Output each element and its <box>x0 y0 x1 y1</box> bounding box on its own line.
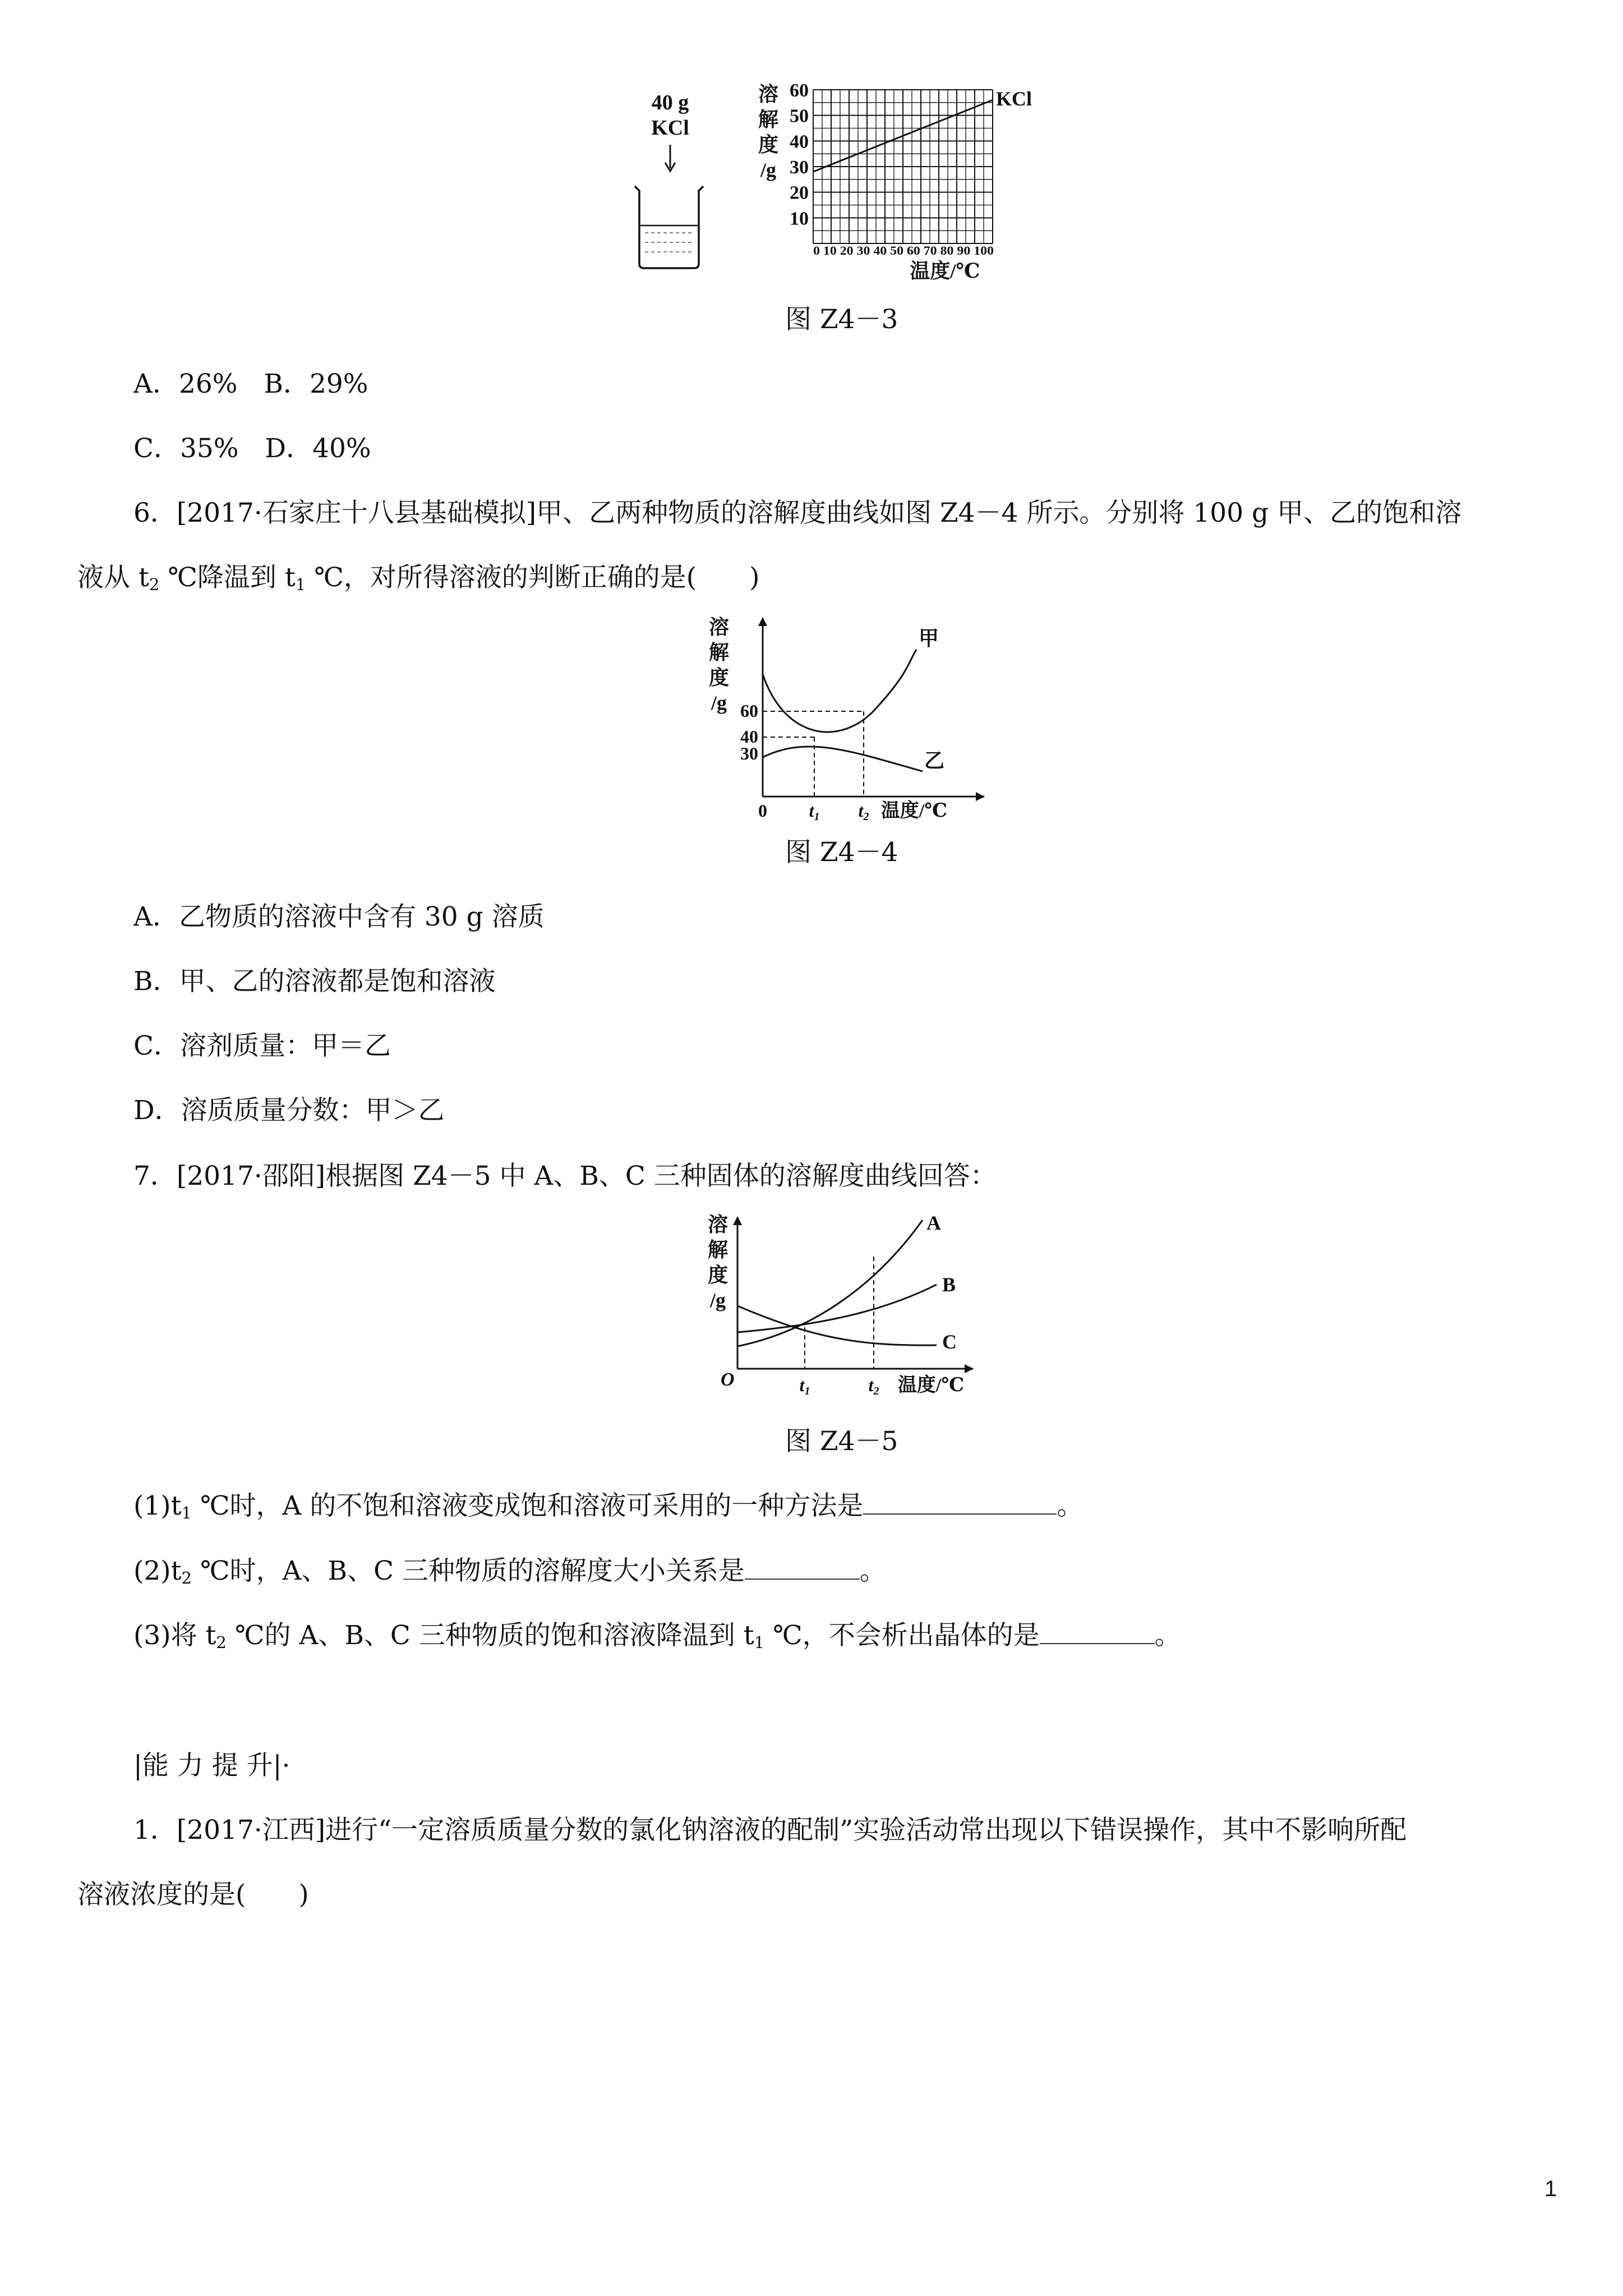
fig4-xlabel: 温度/℃ <box>880 800 948 821</box>
q7-part-3 <box>133 1619 1181 1655</box>
beaker-substance-label: KCl <box>651 116 689 140</box>
q6-stem-line-1: 6．[2017·石家庄十八县基础模拟]甲、乙两种物质的溶解度曲线如图 Z4－4 所示。分别将 100 g 甲、乙的饱和溶 <box>133 498 1462 528</box>
page-number: 1 <box>1544 2177 1557 2201</box>
q7-p3-answer-blank[interactable] <box>1040 1621 1155 1644</box>
fig3-ytick: 40 <box>790 131 809 153</box>
fig4-ytick-30: 30 <box>740 743 758 763</box>
fig5-ylabel-3: 度 <box>707 1264 728 1286</box>
figure-z4-5 <box>695 1200 998 1414</box>
q7-p1-text-b: ℃时，A 的不饱和溶液变成饱和溶液可采用的一种方法是 <box>192 1490 864 1521</box>
fig3-ylabel-3: 度 <box>758 134 779 156</box>
q5-options-line-2: C．35% D．40% <box>133 433 371 464</box>
curve-a <box>737 1220 923 1346</box>
q6-sub-2: 2 <box>149 575 160 595</box>
q7-p2-text-a: (2)t <box>133 1556 182 1586</box>
fig5-ylabel-4: /g <box>709 1289 726 1312</box>
q6-option-c: C．溶剂质量：甲＝乙 <box>133 1030 391 1061</box>
fig4-ylabel-1: 溶 <box>708 616 730 638</box>
fig4-ylabel-3: 度 <box>708 666 730 689</box>
fig4-series-jia: 甲 <box>919 627 939 650</box>
figure-z4-3-caption: 图 Z4－3 <box>785 304 898 335</box>
q7-p2-sub: 2 <box>181 1568 192 1588</box>
q6-text-a: 液从 t <box>77 562 149 593</box>
fig3-yticks <box>790 80 809 229</box>
fig3-ytick: 20 <box>790 182 809 204</box>
figure-z4-4 <box>701 611 993 823</box>
fig5-xlabel: 温度/℃ <box>897 1375 965 1396</box>
fig4-ylabel-2: 解 <box>708 641 730 664</box>
fig5-ylabel-1: 溶 <box>707 1213 728 1236</box>
fig3-ylabel-4: /g <box>760 159 777 181</box>
q7-p3-sub: 2 <box>216 1633 227 1653</box>
fig3-ylabel-2: 解 <box>758 108 779 131</box>
q7-part-2 <box>133 1554 886 1591</box>
q7-p2-text-c: 。 <box>859 1556 886 1586</box>
q7-p1-text-c: 。 <box>1057 1490 1083 1521</box>
q5-options-line-1: A．26% B．29% <box>133 369 368 399</box>
down-arrow-icon <box>665 145 675 171</box>
fig5-origin: O <box>721 1369 735 1390</box>
fig3-ylabel-1: 溶 <box>758 83 779 105</box>
fig4-ytick-60: 60 <box>740 701 758 721</box>
figure-z4-3 <box>628 79 1032 292</box>
section-title: |能 力 提 升|· <box>133 1750 291 1781</box>
q7-p3-text-a: (3)将 t <box>133 1620 216 1651</box>
beaker-mass-label: 40 g <box>651 91 689 114</box>
q7-p1-text-a: (1)t <box>133 1490 182 1521</box>
q7-p2-answer-blank[interactable] <box>745 1556 860 1580</box>
fig4-ytick-40: 40 <box>740 726 758 747</box>
fig3-ytick: 50 <box>790 105 809 127</box>
curve-c <box>737 1306 937 1345</box>
beaker-icon <box>635 186 703 268</box>
fig4-ylabel-4: /g <box>711 692 727 714</box>
fig5-ylabel-2: 解 <box>707 1239 728 1261</box>
q7-stem: 7．[2017·邵阳]根据图 Z4－5 中 A、B、C 三种固体的溶解度曲线回答： <box>133 1161 997 1191</box>
fig3-ytick: 10 <box>790 208 809 229</box>
q7-p1-sub: 1 <box>181 1503 192 1523</box>
curve-yi <box>763 747 923 771</box>
q7-p3-sub-2: 1 <box>754 1633 765 1653</box>
curve-jia <box>763 650 916 732</box>
fig3-xticks: 0 10 20 30 40 50 60 70 80 90 100 <box>813 243 994 257</box>
fig3-ytick: 60 <box>790 80 809 101</box>
fig5-axes <box>733 1216 974 1373</box>
fig4-t2-label: t2 <box>858 800 869 823</box>
q6-option-b: B．甲、乙的溶液都是饱和溶液 <box>133 966 496 997</box>
q1-stem-line-2: 溶液浓度的是( ) <box>77 1879 309 1910</box>
q6-stem-line-2 <box>77 561 759 597</box>
q6-sub-1: 1 <box>295 575 306 595</box>
fig4-series-yi: 乙 <box>924 749 945 772</box>
fig4-axes <box>758 617 985 801</box>
fig3-xlabel: 温度/℃ <box>910 260 980 282</box>
fig3-series-label: KCl <box>996 88 1032 110</box>
figure-z4-4-caption: 图 Z4－4 <box>785 837 898 868</box>
q7-p3-text-b: ℃的 A、B、C 三种物质的饱和溶液降温到 t <box>226 1620 754 1651</box>
fig5-series-a: A <box>926 1212 941 1234</box>
q1-stem-line-1: 1．[2017·江西]进行“一定溶质质量分数的氯化钠溶液的配制”实验活动常出现以下错误操作，其中不影响所配 <box>133 1815 1407 1846</box>
fig4-guide-lines <box>763 711 864 797</box>
fig3-ytick: 30 <box>790 157 809 178</box>
fig5-series-c: C <box>942 1331 957 1353</box>
q6-text-c: ℃，对所得溶液的判断正确的是( ) <box>306 562 760 593</box>
q7-p3-text-c: ℃，不会析出晶体的是 <box>764 1620 1040 1651</box>
fig5-t1-label: t1 <box>799 1375 810 1397</box>
q7-part-1 <box>133 1489 1083 1526</box>
q6-option-d: D．溶质质量分数：甲＞乙 <box>133 1095 445 1126</box>
figure-z4-5-caption: 图 Z4－5 <box>785 1426 898 1457</box>
q7-p1-answer-blank[interactable] <box>863 1491 1057 1515</box>
fig3-grid <box>813 90 993 243</box>
q7-p2-text-b: ℃时，A、B、C 三种物质的溶解度大小关系是 <box>192 1556 745 1586</box>
curve-b <box>737 1285 937 1332</box>
fig4-origin: 0 <box>758 800 767 821</box>
q7-p3-text-d: 。 <box>1154 1620 1181 1651</box>
fig5-series-b: B <box>942 1273 956 1296</box>
fig5-t2-label: t2 <box>868 1375 879 1397</box>
q6-text-b: ℃降温到 t <box>159 562 296 593</box>
fig4-t1-label: t1 <box>809 800 820 823</box>
q6-option-a: A．乙物质的溶液中含有 30 g 溶质 <box>133 901 545 932</box>
